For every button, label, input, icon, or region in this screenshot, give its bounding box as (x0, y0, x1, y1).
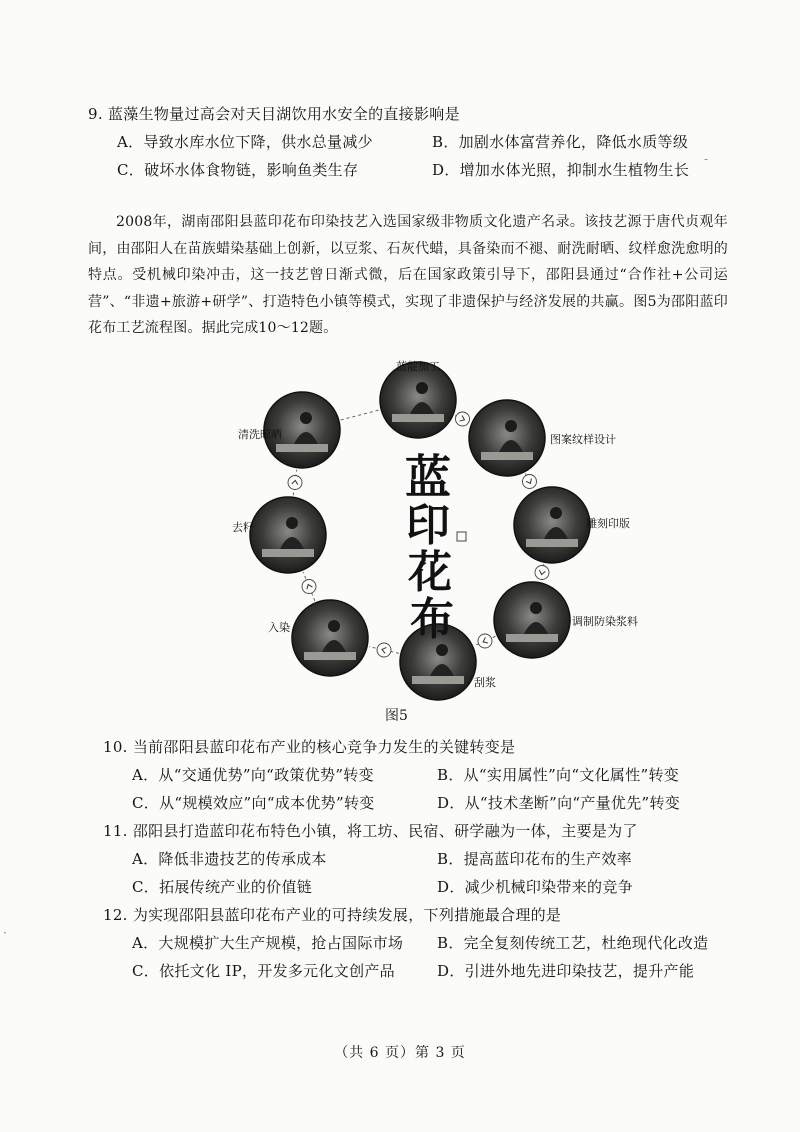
flow-connector (341, 410, 380, 420)
center-title-char-1: 蓝 (405, 450, 451, 504)
option-d: D．引进外地先进印染技艺，提升产能 (437, 962, 695, 980)
arrow-marker-icon (523, 475, 537, 489)
question-stem: 11. 邵阳县打造蓝印花布特色小镇，将工坊、民宿、研学融为一体，主要是为了 (103, 822, 638, 840)
center-title-char-4: 布 (410, 594, 454, 645)
figure-caption: 图5 (385, 708, 408, 724)
stage-photo (380, 362, 456, 438)
page-footer: （共 6 页）第 3 页 (334, 1045, 466, 1061)
stage-photo (469, 400, 545, 476)
arrow-marker-icon (288, 476, 302, 490)
option-c: C．拓展传统产业的价值链 (132, 878, 313, 896)
option-a: A．从“交通优势”向“政策优势”转变 (132, 766, 374, 784)
stage-label: 图案纹样设计 (550, 433, 616, 446)
option-b: B．从“实用属性”向“文化属性”转变 (437, 766, 680, 784)
scan-mark: - (704, 152, 709, 166)
stage-label: 调制防染浆料 (572, 615, 638, 628)
arrow-marker-icon (377, 643, 391, 657)
stage-photo (250, 497, 326, 573)
stage-label: 蓝靛加工 (396, 360, 440, 373)
stage-label: 去籽 (232, 521, 254, 534)
option-a: A．导致水库水位下降，供水总量减少 (117, 133, 373, 151)
center-title-char-2: 印 (406, 500, 450, 551)
option-c: C．从“规模效应”向“成本优势”转变 (132, 794, 375, 812)
stage-label: 入染 (268, 621, 290, 634)
stage-label: 刮浆 (474, 676, 496, 689)
arrow-marker-icon (456, 412, 470, 426)
stage-photo (292, 600, 368, 676)
option-a: A．降低非遗技艺的传承成本 (132, 850, 327, 868)
process-flow-figure (210, 360, 680, 710)
question-stem: 9. 蓝藻生物量过高会对天目湖饮用水安全的直接影响是 (88, 105, 460, 123)
option-a: A．大规模扩大生产规模，抢占国际市场 (132, 934, 404, 952)
question-stem: 12. 为实现邵阳县蓝印花布产业的可持续发展，下列措施最合理的是 (103, 906, 562, 924)
option-d: D．减少机械印染带来的竞争 (437, 878, 633, 896)
option-b: B．完全复刻传统工艺，杜绝现代化改造 (437, 934, 709, 952)
red-seal-icon (457, 532, 466, 541)
option-c: C．破坏水体食物链，影响鱼类生存 (117, 161, 359, 179)
option-c: C．依托文化 IP，开发多元化文创产品 (132, 962, 395, 980)
stage-label: 雕刻印版 (586, 517, 630, 530)
center-title-char-3: 花 (408, 547, 452, 598)
question-stem: 10. 当前邵阳县蓝印花布产业的核心竞争力发生的关键转变是 (103, 738, 516, 756)
option-b: B．加剧水体富营养化，降低水质等级 (432, 133, 689, 151)
process-flow-diagram (210, 360, 680, 710)
scan-mark: · (3, 926, 7, 940)
arrow-marker-icon (302, 580, 316, 594)
arrow-marker-icon (535, 566, 549, 580)
option-b: B．提高蓝印花布的生产效率 (437, 850, 632, 868)
stage-label: 清洗晾晒 (238, 428, 282, 441)
stage-photo (514, 487, 590, 563)
stage-photo (494, 582, 570, 658)
center-title (405, 450, 466, 645)
option-d: D．增加水体光照，抑制水生植物生长 (432, 161, 690, 179)
reading-passage: 2008年，湖南邵阳县蓝印花布印染技艺入选国家级非物质文化遗产名录。该技艺源于唐代贞观年间，由邵阳人在苗族蜡染基础上创新，以豆浆、石灰代蜡，具备染而不褪、耐洗耐晒、纹样愈洗愈明的特点。受机械印染冲击，这一技艺曾日渐式微，后在国家政策引导下，邵阳县通过“合作社+公司运营”、“非遗+旅游+研学”、打造特色小镇等模式，实现了非遗保护与经济发展的共赢。图5为邵阳蓝印花布工艺流程图。据此完成10～12题。 (88, 214, 728, 336)
option-d: D．从“技术垄断”向“产量优先”转变 (437, 794, 681, 812)
arrow-marker-icon (478, 634, 492, 648)
